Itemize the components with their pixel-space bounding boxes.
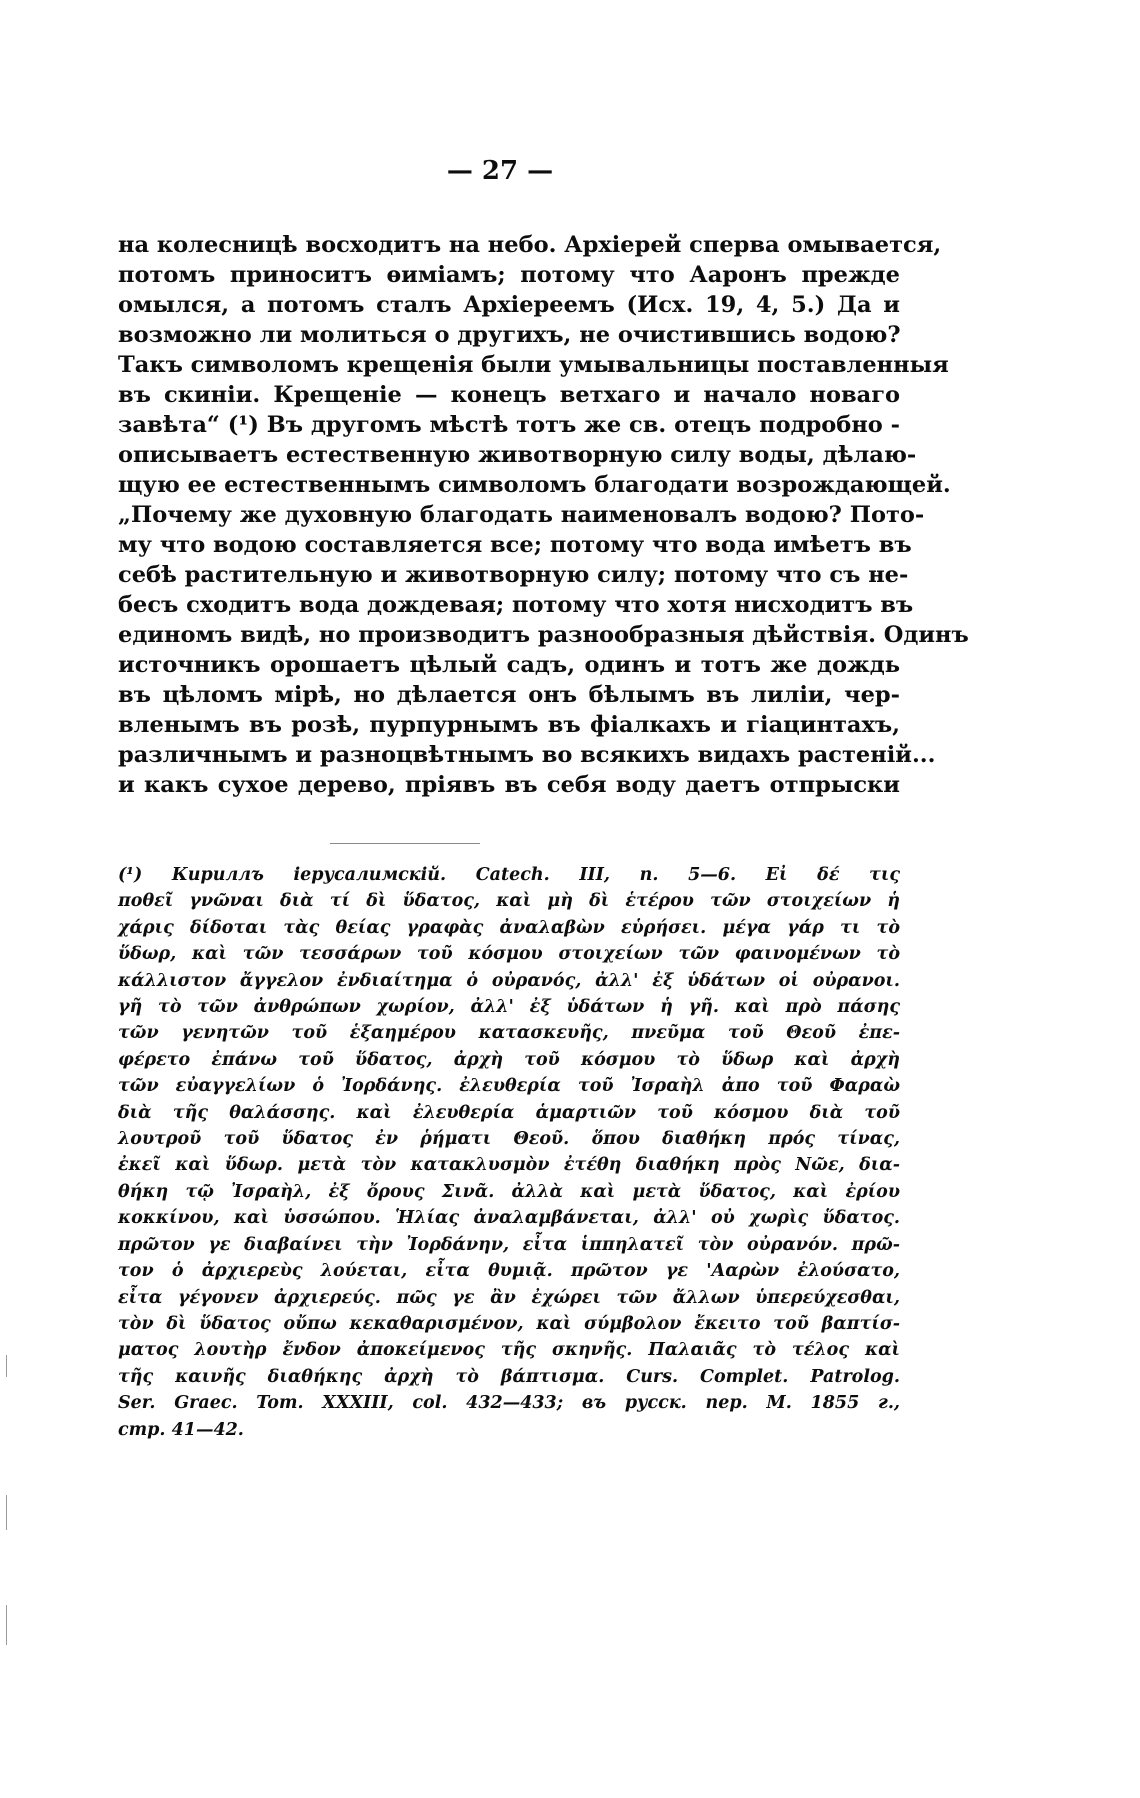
footnote-line: φέρετο ἐπάνω τοῦ ὕδατος, ἀρχὴ τοῦ κόσμου τὸ ὕδωρ καὶ ἀρχὴ bbox=[118, 1049, 900, 1070]
main-text-line: Такъ символомъ крещенія были умывальницы поставленныя bbox=[118, 352, 949, 378]
footnote-line: ποθεῖ γνῶναι διὰ τί δὶ ὕδατος, καὶ μὴ δὶ ἑτέρου τῶν στοιχείων ἡ bbox=[118, 891, 900, 912]
footnote-line: πρῶτον γε διαβαίνει τὴν Ἰορδάνην, εἶτα ἱππηλατεῖ τὸν οὐρανόν. πρῶ- bbox=[118, 1234, 900, 1255]
main-text bbox=[118, 230, 969, 800]
main-text-line: вленымъ въ розѣ, пурпурнымъ въ фіалкахъ и гіацинтахъ, bbox=[118, 712, 900, 738]
main-text-line: му что водою составляется все; потому что вода имѣетъ въ bbox=[118, 532, 912, 558]
main-text-line: и какъ сухое дерево, пріявъ въ себя воду даетъ отпрыски bbox=[118, 772, 900, 798]
footnote-line: χάρις δίδοται τὰς θείας γραφὰς ἀναλαβὼν εὑρήσει. μέγα γάρ τι τὸ bbox=[118, 917, 900, 938]
main-text-line: описываетъ естественную животворную силу воды, дѣлаю- bbox=[118, 442, 917, 468]
footnote-line: θήκη τῷ Ἰσραὴλ, ἐξ ὄρους Σινᾶ. ἀλλὰ καὶ μετὰ ὕδατος, καὶ ἐρίου bbox=[118, 1181, 900, 1202]
scan-edge-mark bbox=[6, 1495, 7, 1530]
scan-edge-mark bbox=[6, 1605, 7, 1645]
footnote-line: τον ὁ ἀρχιερεὺς λούεται, εἶτα θυμιᾷ. πρῶτον γε 'Ααρὼν ἐλούσατο, bbox=[118, 1261, 900, 1282]
footnote-line: εἶτα γέγονεν ἀρχιερεύς. πῶς γε ἂν ἐχώρει τῶν ἄλλων ὑπερεύχεσθαι, bbox=[118, 1287, 900, 1308]
main-text-line: щую ее естественнымъ символомъ благодати возрождающей. bbox=[118, 472, 951, 498]
footnote-line: ἐκεῖ καὶ ὕδωρ. μετὰ τὸν κατακλυσμὸν ἐτέθη διαθήκη πρὸς Νῶε, δια- bbox=[118, 1155, 900, 1176]
main-text-line: различнымъ и разноцвѣтнымъ во всякихъ видахъ растеній... bbox=[118, 742, 936, 768]
footnote-line: ὕδωρ, καὶ τῶν τεσσάρων τοῦ κόσμου στοιχείων τῶν φαινομένων τὸ bbox=[118, 944, 900, 965]
main-text-line: въ цѣломъ мірѣ, но дѣлается онъ бѣлымъ въ лиліи, чер- bbox=[118, 682, 900, 708]
footnote-line: τῶν γενητῶν τοῦ ἑξαημέρου κατασκευῆς, πνεῦμα τοῦ Θεοῦ ἐπε- bbox=[118, 1023, 900, 1044]
main-text-line: въ скиніи. Крещеніе — конецъ ветхаго и начало новаго bbox=[118, 382, 900, 408]
footnote-line: τῶν εὐαγγελίων ὁ Ἰορδάνης. ἐλευθερία τοῦ Ἰσραὴλ ἀπο τοῦ Φαραὼ bbox=[118, 1076, 900, 1097]
footnote-line: διὰ τῆς θαλάσσης. καὶ ἐλευθερία ἁμαρτιῶν τοῦ κόσμου διὰ τοῦ bbox=[118, 1102, 900, 1123]
footnote bbox=[118, 862, 900, 1443]
footnote-line: κάλλιστον ἄγγελον ἐνδιαίτημα ὁ οὐρανός, ἀλλ' ἐξ ὑδάτων οἱ οὐρανοι. bbox=[118, 970, 900, 991]
footnote-line: (¹) Кириллъ іерусалимскій. Catech. III, n. 5—6. Εἰ δέ τις bbox=[118, 865, 900, 885]
footnote-line: τῆς καινῆς διαθήκης ἀρχὴ τὸ βάπτισμα. Curs. Complet. Patrolog. bbox=[118, 1366, 900, 1387]
main-text-line: возможно ли молиться о другихъ, не очистившись водою? bbox=[118, 322, 901, 348]
main-text-line: единомъ видѣ, но производитъ разнообразныя дѣйствія. Одинъ bbox=[118, 622, 969, 648]
main-text-line: себѣ растительную и животворную силу; потому что съ не- bbox=[118, 562, 909, 588]
main-text-line: бесъ сходитъ вода дождевая; потому что хотя нисходитъ въ bbox=[118, 592, 914, 618]
main-text-line: омылся, а потомъ сталъ Архіереемъ (Исх. 19, 4, 5.) Да и bbox=[118, 292, 900, 318]
footnote-divider bbox=[330, 843, 480, 844]
main-text-line: „Почему же духовную благодать наименовалъ водою? Пото- bbox=[118, 502, 925, 528]
footnote-line: τὸν δὶ ὕδατος οὔπω κεκαθαρισμένον, καὶ σύμβολον ἔκειτο τοῦ βαπτίσ- bbox=[118, 1313, 900, 1334]
footnote-line: γῆ τὸ τῶν ἀνθρώπων χωρίον, ἀλλ' ἐξ ὑδάτων ἡ γῆ. καὶ πρὸ πάσης bbox=[118, 997, 900, 1018]
scan-edge-mark bbox=[6, 1355, 7, 1377]
footnote-line: Ser. Graec. Tom. XXXIII, col. 432—433; въ русск. пер. М. 1855 г., bbox=[118, 1393, 900, 1414]
main-text-line: на колесницѣ восходитъ на небо. Архіерей сперва омывается, bbox=[118, 232, 942, 258]
footnote-line: κοκκίνου, καὶ ὑσσώπου. Ἡλίας ἀναλαμβάνεται, ἀλλ' οὐ χωρὶς ὕδατος. bbox=[118, 1208, 900, 1229]
main-text-line: источникъ орошаетъ цѣлый садъ, одинъ и тотъ же дождь bbox=[118, 652, 900, 678]
footnote-line: ματος λουτὴρ ἔνδον ἀποκείμενος τῆς σκηνῆς. Παλαιᾶς τὸ τέλος καὶ bbox=[118, 1340, 900, 1361]
footnote-line: стр. 41—42. bbox=[118, 1419, 244, 1440]
main-text-line: потомъ приноситъ ѳиміамъ; потому что Ааронъ прежде bbox=[118, 262, 900, 288]
footnote-line: λουτροῦ τοῦ ὕδατος ἐν ῥήματι Θεοῦ. ὅπου διαθήκη πρός τίνας, bbox=[118, 1129, 900, 1150]
page-number: — 27 — bbox=[446, 156, 554, 186]
main-text-line: завѣта“ (¹) Въ другомъ мѣстѣ тотъ же св. отецъ подробно - bbox=[118, 412, 900, 438]
